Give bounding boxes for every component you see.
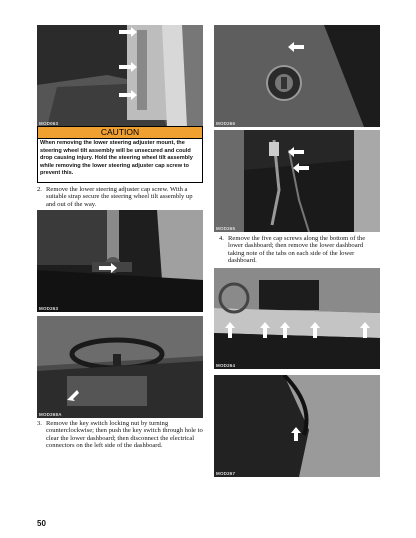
arrow-icon <box>288 147 304 157</box>
photo-code: MOD265 <box>216 226 236 231</box>
photo-code: MOD266 <box>216 121 236 126</box>
caution-text: When removing the lower steering adjuster mount, the steering wheel tilt assembly will be unsecured and could drop causing injury. Hold the steering wheel tilt assembly while removing the lower steering adjuster cap screw to prevent this. <box>40 140 193 177</box>
arrow-icon <box>119 90 137 100</box>
caution-box <box>37 126 203 183</box>
arrow-icon <box>119 27 137 37</box>
step-number: 4. <box>219 235 224 242</box>
step-number: 2. <box>37 186 42 193</box>
page-number: 50 <box>37 519 46 528</box>
arrow-icon <box>260 322 270 338</box>
photo-mod263 <box>37 210 203 312</box>
arrow-icon <box>119 62 137 72</box>
photo-code: MOD263 <box>39 306 59 311</box>
photo-code: MOD264 <box>216 363 236 368</box>
photo-mod266 <box>214 25 380 127</box>
photo-mod267 <box>214 375 380 477</box>
photo-code: MOD063 <box>39 121 59 126</box>
arrow-icon <box>99 263 117 273</box>
photo-code: MOD267 <box>216 471 236 476</box>
step-text: Remove the key switch locking nut by turning counterclockwise; then push the key switch through hole to clear the lower dashboard; then disconnect the electrical connectors on the left side of the dashboard. <box>46 420 203 450</box>
caution-heading: CAUTION <box>38 127 202 139</box>
step-4 <box>219 235 381 265</box>
photo-mod063 <box>37 25 203 127</box>
photo-mod268a <box>214 268 380 369</box>
arrow-icon <box>291 427 301 441</box>
arrow-icon <box>225 322 235 338</box>
step-text: Remove the lower steering adjuster cap screw. With a suitable strap secure the steering wheel tilt assembly up and out of the way. <box>46 186 193 208</box>
photo-code: MOD268A <box>39 412 62 417</box>
arrow-icon <box>280 322 290 338</box>
step-number: 3. <box>37 420 42 427</box>
step-2 <box>37 186 203 208</box>
step-3 <box>37 420 203 450</box>
arrow-icon <box>67 390 79 401</box>
arrow-icon <box>360 322 370 338</box>
arrow-icon <box>293 163 309 173</box>
step-text: Remove the five cap screws along the bottom of the lower dashboard; then remove the lower dashboard taking note of the tabs on each side of the lower dashboard. <box>228 235 366 265</box>
photo-mod265 <box>214 130 380 232</box>
photo-mod264 <box>37 316 203 418</box>
arrow-icon <box>310 322 320 338</box>
arrow-icon <box>288 42 304 52</box>
